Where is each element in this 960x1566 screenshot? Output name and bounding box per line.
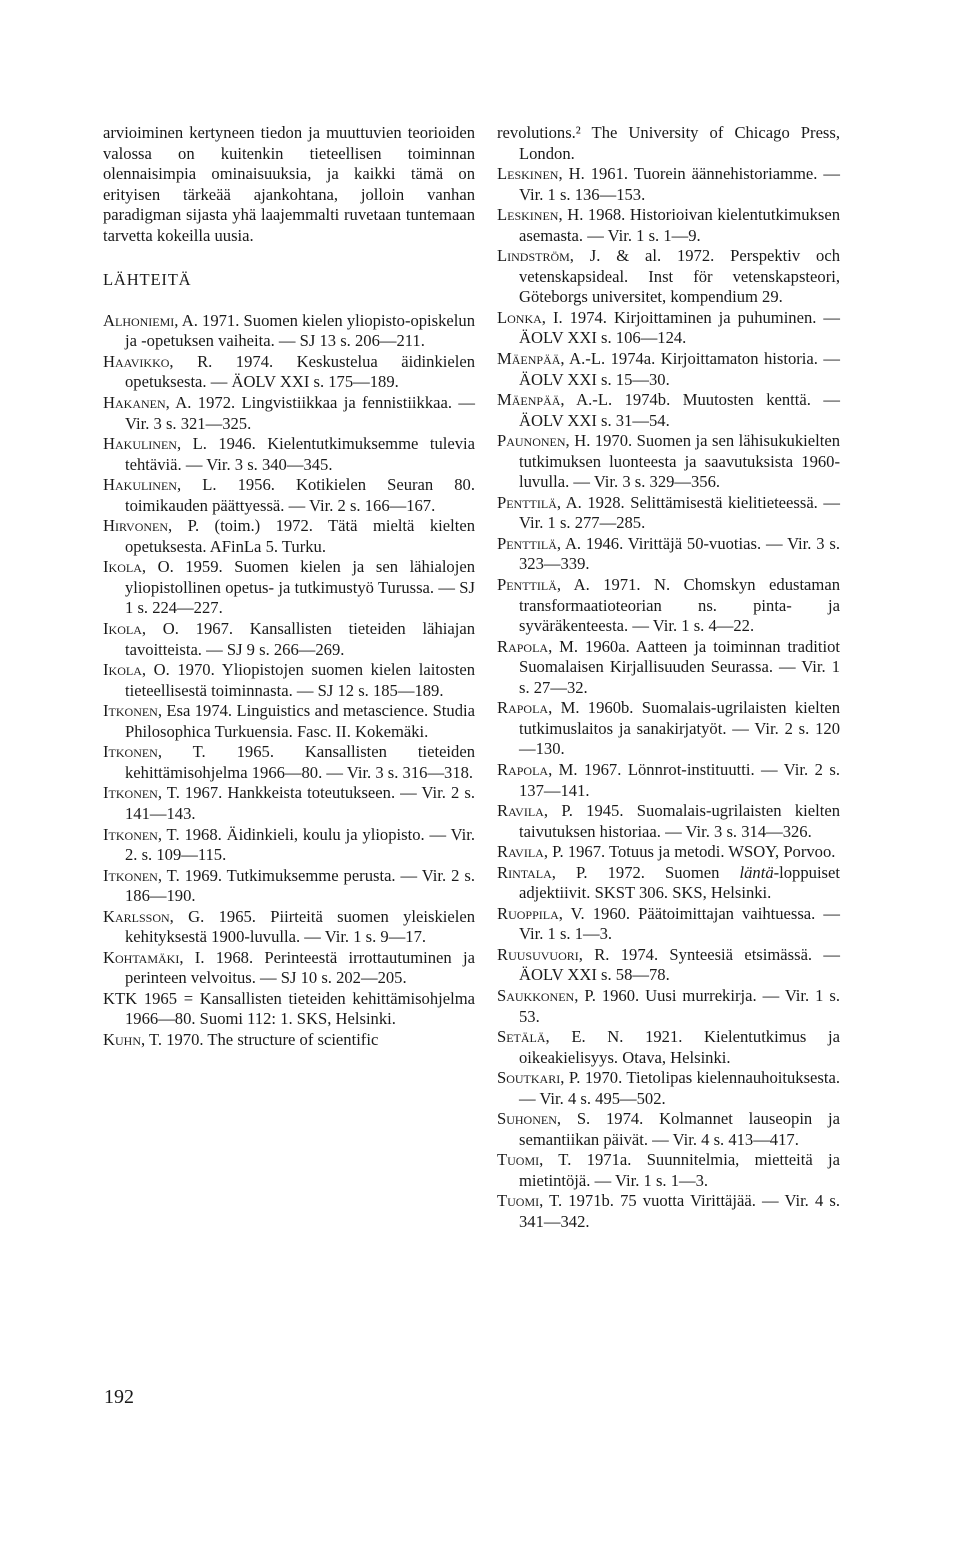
reference-text: P. 1972. Suomen — [555, 862, 740, 882]
reference-entry — [103, 516, 475, 557]
reference-text: V. 1960. Päätoimittajan vaihtuessa. — Vir. 1 s. 1—3. — [519, 903, 840, 944]
reference-text: M. 1960a. Aatteen ja toiminnan traditiot Suomalaisen Kirjallisuuden Seurassa. — Vir. 1 s. 27—32. — [519, 636, 840, 697]
reference-text: A. 1928. Selittämisestä kielitieteessä. — Vir. 1 s. 277—285. — [519, 492, 840, 533]
reference-text: R. 1974. Synteesiä etsimässä. — ÄOLV XXI s. 58—78. — [519, 944, 840, 985]
reference-entry — [497, 1109, 840, 1150]
reference-author: Rapola, — [497, 636, 553, 656]
reference-author: Setälä, — [497, 1027, 550, 1047]
reference-text: P. 1945. Suomalais-ugrilaisten kielten taivutuksen historiaa. — Vir. 3 s. 314—326. — [519, 801, 840, 841]
reference-entry — [497, 349, 840, 390]
reference-entry — [103, 783, 475, 824]
reference-text: P. 1967. Totuus ja metodi. WSOY, Porvoo. — [548, 842, 836, 862]
reference-author: Kohtamäki, — [103, 947, 184, 967]
reference-text: T. 1967. Hankkeista toteutukseen. — Vir. 2 s. 141—143. — [125, 783, 475, 823]
reference-author: Itkonen, — [103, 824, 162, 844]
reference-entry — [103, 660, 475, 701]
right-column — [497, 123, 840, 1233]
reference-entry — [497, 1191, 840, 1232]
reference-entry — [103, 311, 475, 352]
reference-entry — [497, 863, 840, 904]
left-column — [103, 123, 475, 1051]
reference-text: T. 1971a. Suunnitelmia, mietteitä ja mietintöjä. — Vir. 1 s. 1—3. — [519, 1150, 840, 1190]
reference-text: J. & al. 1972. Perspektiv och vetenskapsideal. Inst för vetenskapsteori, Göteborgs universitet, kompendium 29. — [519, 246, 840, 307]
reference-entry — [103, 1030, 475, 1051]
reference-text: A.-L. 1974a. Kirjoittamaton historia. — ÄOLV XXI s. 15—30. — [519, 349, 840, 389]
reference-author: Hakulinen, — [103, 475, 182, 495]
reference-entry — [103, 352, 475, 393]
reference-text: P. (toim.) 1972. Tätä mieltä kielten opetuksesta. AFinLa 5. Turku. — [125, 516, 475, 556]
reference-text: H. 1968. Historioivan kielentutkimuksen asemasta. — Vir. 1 s. 1—9. — [519, 205, 840, 245]
reference-author: Ikola, — [103, 660, 147, 680]
reference-entry — [497, 205, 840, 246]
reference-author: Soutkari, — [497, 1068, 565, 1088]
reference-text: A. 1971. N. Chomskyn edustaman transformaatioteorian ns. pinta- ja syväräkenteesta. — Vir. 1 s. 4—22. — [519, 575, 840, 636]
reference-text: O. 1970. Yliopistojen suomen kielen laitosten tieteellisestä toiminnasta. — SJ 12 s. 185—189. — [125, 660, 475, 700]
reference-entry — [497, 123, 840, 164]
reference-entry — [103, 393, 475, 434]
reference-text: revolutions.² The University of Chicago Press, London. — [497, 123, 840, 163]
reference-list-left — [103, 311, 475, 1051]
reference-text: O. 1959. Suomen kielen ja sen lähialojen yliopistollinen opetus- ja tutkimustyö Turussa. — SJ 1 s. 224—227. — [125, 557, 475, 618]
reference-author: Rapola, — [497, 698, 553, 718]
reference-entry — [103, 557, 475, 619]
reference-entry — [103, 701, 475, 742]
reference-author: Kuhn, — [103, 1029, 146, 1049]
reference-text: T. 1970. The structure of scientific — [145, 1029, 379, 1049]
reference-author: Itkonen, — [103, 865, 162, 885]
reference-entry — [497, 698, 840, 760]
reference-author: Ruoppila, — [497, 903, 563, 923]
reference-entry — [497, 986, 840, 1027]
reference-entry — [497, 1068, 840, 1109]
reference-text: T. 1969. Tutkimuksemme perusta. — Vir. 2 s. 186—190. — [125, 865, 475, 906]
reference-author: Ruusuvuori, — [497, 944, 583, 964]
reference-text: S. 1974. Kolmannet lauseopin ja semantiikan päivät. — Vir. 4 s. 413—417. — [519, 1109, 840, 1149]
reference-entry — [103, 948, 475, 989]
reference-entry — [103, 907, 475, 948]
reference-author: Haavikko, — [103, 351, 174, 371]
reference-author: Lonka, — [497, 307, 546, 327]
reference-author: Leskinen, — [497, 205, 563, 225]
reference-author: Ravila, — [497, 842, 548, 862]
reference-author: Alhoniemi, — [103, 310, 179, 330]
reference-italic-text: läntä — [739, 862, 774, 882]
reference-entry — [103, 989, 475, 1030]
reference-text: A. 1946. Virittäjä 50-vuotias. — Vir. 3 s. 323—339. — [519, 533, 840, 574]
references-heading: LÄHTEITÄ — [103, 270, 192, 290]
reference-author: Karlsson, — [103, 906, 174, 926]
reference-author: Itkonen, — [103, 742, 162, 762]
reference-entry — [103, 619, 475, 660]
reference-author: Mäenpää, — [497, 349, 565, 369]
reference-text: T. 1971b. 75 vuotta Virittäjää. — Vir. 4 s. 341—342. — [519, 1191, 840, 1231]
reference-author: Tuomi, — [497, 1191, 544, 1211]
reference-entry — [497, 534, 840, 575]
reference-text: -loppuiset adjektiivit. SKST 306. SKS, Helsinki. — [519, 862, 840, 903]
reference-text: A.-L. 1974b. Muutosten kenttä. — ÄOLV XXI s. 31—54. — [519, 390, 840, 430]
reference-entry — [497, 1027, 840, 1068]
reference-text: R. 1974. Keskustelua äidinkielen opetuksesta. — ÄOLV XXI s. 175—189. — [125, 351, 475, 392]
reference-list-right — [497, 123, 840, 1233]
reference-entry — [497, 842, 840, 863]
reference-entry — [497, 308, 840, 349]
reference-text: E. N. 1921. Kielentutkimus ja oikeakielisyys. Otava, Helsinki. — [519, 1027, 840, 1067]
reference-text: KTK 1965 = Kansallisten tieteiden kehittämisohjelma 1966—80. Suomi 112: 1. SKS, Helsinki. — [103, 988, 475, 1029]
reference-author: Ikola, — [103, 619, 147, 639]
reference-text: P. 1960. Uusi murrekirja. — Vir. 1 s. 53. — [519, 985, 840, 1026]
reference-author: Itkonen, — [103, 783, 162, 803]
reference-text: T. 1965. Kansallisten tieteiden kehittämisohjelma 1966—80. — Vir. 3 s. 316—318. — [125, 742, 475, 782]
reference-entry — [103, 866, 475, 907]
reference-text: Esa 1974. Linguistics and metascience. Studia Philosophica Turkuensia. Fasc. II. Kokemäki. — [125, 701, 475, 741]
reference-text: T. 1968. Äidinkieli, koulu ja yliopisto. — Vir. 2. s. 109—115. — [125, 824, 475, 865]
reference-entry — [497, 945, 840, 986]
reference-author: Hakanen, — [103, 393, 170, 413]
reference-text: H. 1970. Suomen ja sen lähisukukielten tutkimuksen luonteesta ja saavutuksista 1960-luvulla. — Vir. 3 s. 329—356. — [519, 431, 840, 492]
reference-author: Hirvonen, — [103, 516, 173, 536]
reference-author: Paunonen, — [497, 431, 570, 451]
reference-entry — [497, 575, 840, 637]
reference-entry — [103, 825, 475, 866]
reference-author: Itkonen, — [103, 701, 162, 721]
reference-entry — [497, 493, 840, 534]
reference-text: L. 1946. Kielentutkimuksemme tulevia tehtäviä. — Vir. 3 s. 340—345. — [125, 434, 475, 474]
reference-entry — [103, 434, 475, 475]
reference-author: Mäenpää, — [497, 390, 565, 410]
reference-author: Penttilä, — [497, 533, 562, 553]
reference-author: Ikola, — [103, 557, 147, 577]
reference-text: A. 1971. Suomen kielen yliopisto-opiskelun ja -opetuksen vaiheita. — SJ 13 s. 206—211. — [125, 310, 475, 351]
reference-text: A. 1972. Lingvistiikkaa ja fennistiikkaa. — Vir. 3 s. 321—325. — [125, 393, 475, 433]
reference-author: Rintala, — [497, 862, 556, 882]
reference-text: I. 1968. Perinteestä irrottautuminen ja perinteen velvoitus. — SJ 10 s. 202—205. — [125, 947, 475, 988]
reference-entry — [497, 760, 840, 801]
reference-entry — [497, 246, 840, 308]
reference-author: Penttilä, — [497, 492, 562, 512]
reference-author: Hakulinen, — [103, 434, 182, 454]
reference-entry — [497, 637, 840, 699]
reference-author: Penttilä, — [497, 575, 562, 595]
reference-entry — [497, 1150, 840, 1191]
intro-paragraph: arvioiminen kertyneen tiedon ja muuttuvien teorioiden valossa on kuitenkin tieteellisen toiminnan olennaisimpia ominaisuuksia, ja kaikki tämä on erityisen tärkeää ajankohtana, jolloin vanhan paradigman sijasta yhä laajemmalti ruvetaan tuntemaan tarvetta kokeilla uusia. — [103, 123, 475, 245]
reference-author: Suhonen, — [497, 1109, 562, 1129]
reference-entry — [497, 390, 840, 431]
reference-text: L. 1956. Kotikielen Seuran 80. toimikauden päättyessä. — Vir. 2 s. 166—167. — [125, 475, 475, 515]
reference-text: M. 1967. Lönnrot-instituutti. — Vir. 2 s. 137—141. — [519, 759, 840, 800]
reference-entry — [497, 801, 840, 842]
reference-author: Ravila, — [497, 801, 548, 821]
reference-entry — [497, 904, 840, 945]
reference-entry — [497, 164, 840, 205]
reference-entry — [103, 742, 475, 783]
reference-author: Lindström, — [497, 246, 574, 266]
reference-text: O. 1967. Kansallisten tieteiden lähiajan tavoitteista. — SJ 9 s. 266—269. — [125, 619, 475, 659]
reference-text: P. 1970. Tietolipas kielennauhoituksesta. — Vir. 4 s. 495—502. — [519, 1068, 840, 1108]
reference-text: M. 1960b. Suomalais-ugrilaisten kielten tutkimuslaitos ja sanakirjatyöt. — Vir. 2 s. 120—130. — [519, 698, 840, 759]
reference-author: Rapola, — [497, 759, 553, 779]
reference-text: H. 1961. Tuorein äännehistoriamme. — Vir. 1 s. 136—153. — [519, 164, 840, 204]
reference-text: I. 1974. Kirjoittaminen ja puhuminen. — ÄOLV XXI s. 106—124. — [519, 307, 840, 348]
reference-entry — [103, 475, 475, 516]
reference-author: Leskinen, — [497, 164, 563, 184]
reference-text: G. 1965. Piirteitä suomen yleiskielen kehityksestä 1900-luvulla. — Vir. 1 s. 9—17. — [125, 906, 475, 947]
reference-author: Saukkonen, — [497, 985, 579, 1005]
page-number: 192 — [104, 1386, 134, 1408]
reference-entry — [497, 431, 840, 493]
reference-author: Tuomi, — [497, 1150, 544, 1170]
